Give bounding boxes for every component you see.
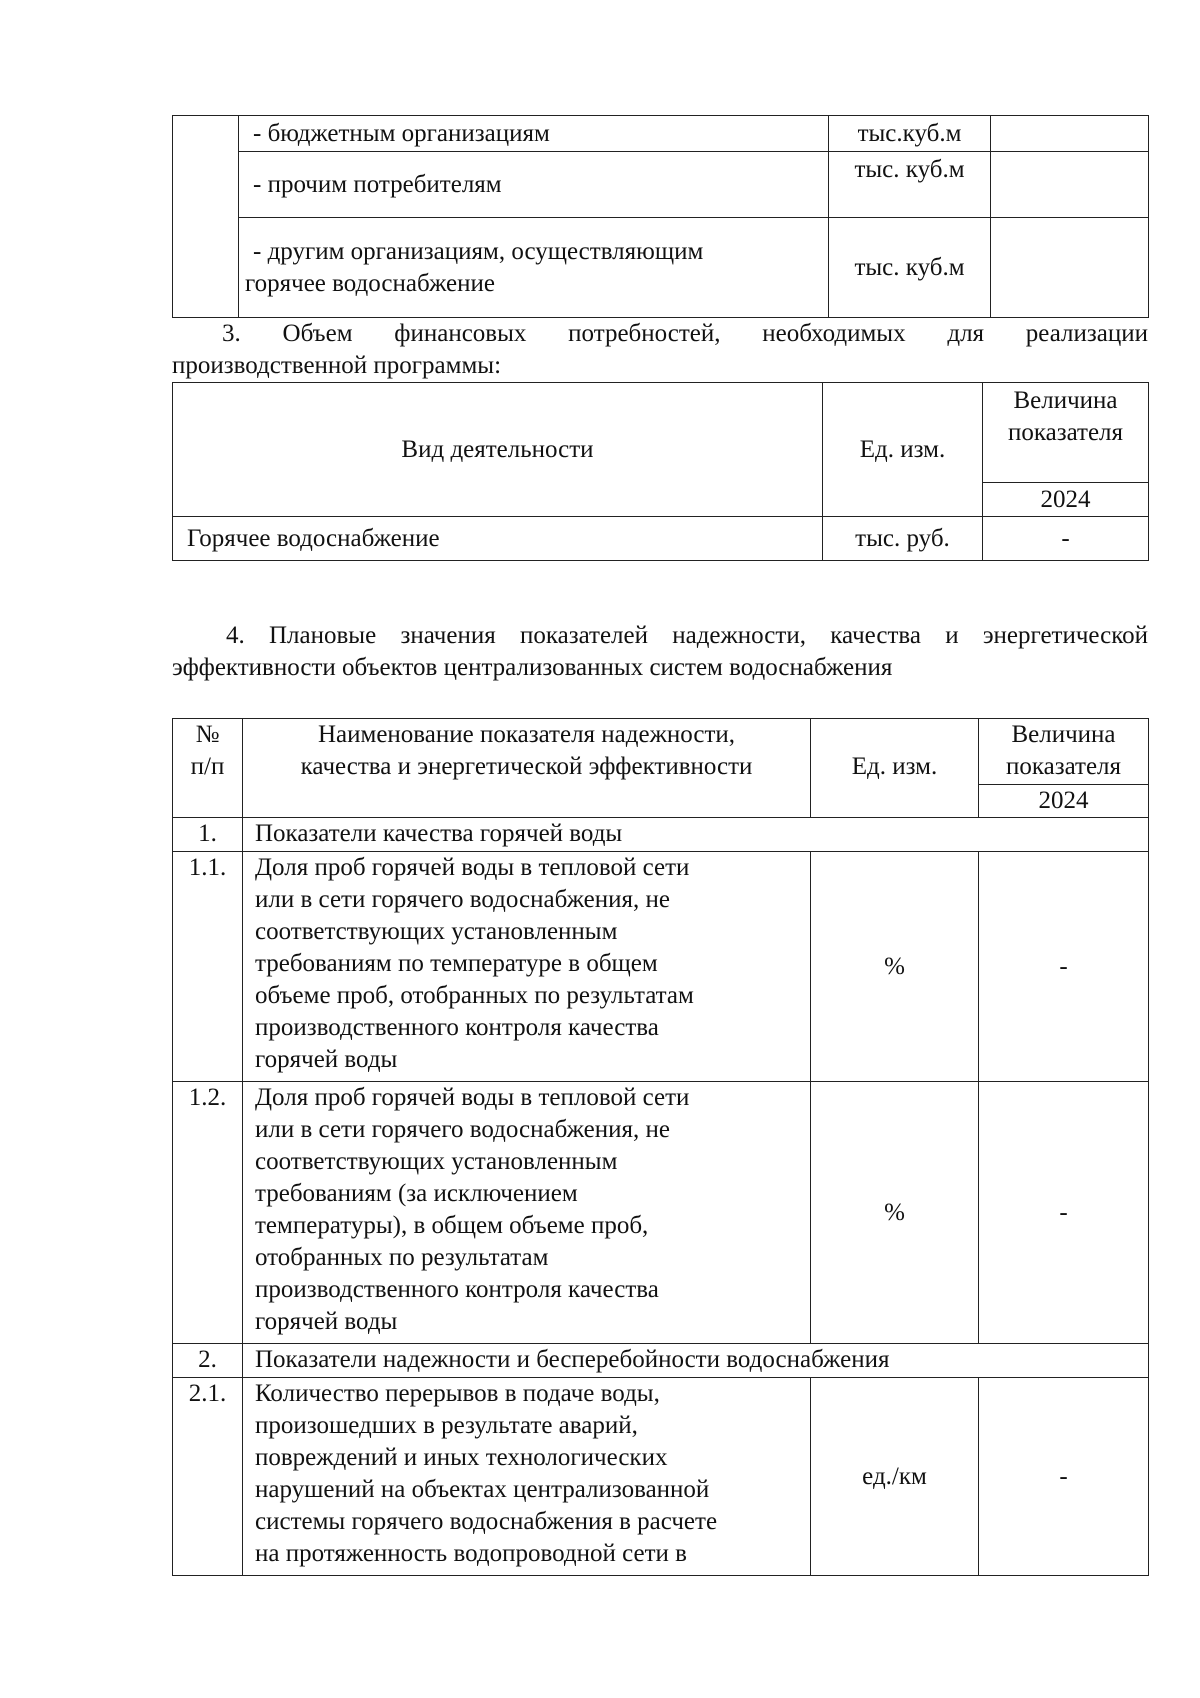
header-name-line2: качества и энергетической эффективности <box>300 753 753 780</box>
header-num-line1: № <box>195 721 220 748</box>
row-name <box>243 1378 811 1576</box>
finance-unit: тыс. руб. <box>823 517 983 561</box>
section3-heading-line1: 3. Объем финансовых потребностей, необходимых для реализации <box>222 320 1148 347</box>
header-value-line2: показателя <box>1007 419 1124 446</box>
row-name-line: соответствующих установленным <box>255 1148 618 1175</box>
row-name-line: повреждений и иных технологических <box>255 1444 668 1471</box>
row-label-other-orgs-line1: - другим организациям, осуществляющим <box>253 237 704 265</box>
row-unit-budget: тыс.куб.м <box>829 116 991 152</box>
header-unit: Ед. изм. <box>811 719 979 818</box>
group-title: Показатели качества горячей воды <box>243 818 1149 852</box>
row-unit: % <box>811 1082 979 1344</box>
row-name-line: или в сети горячего водоснабжения, не <box>255 886 670 913</box>
header-value-line2: показателя <box>1005 753 1122 780</box>
row-name-line: произошедших в результате аварий, <box>255 1412 638 1439</box>
row-name-line: Количество перерывов в подаче воды, <box>255 1380 660 1407</box>
row-unit: ед./км <box>811 1378 979 1576</box>
finance-activity: Горячее водоснабжение <box>173 517 823 561</box>
row-name <box>243 852 811 1082</box>
header-value <box>979 719 1149 785</box>
row-name <box>243 1082 811 1344</box>
header-year: 2024 <box>979 785 1149 818</box>
row-name-line: нарушений на объектах централизованной <box>255 1476 710 1503</box>
row-name-line: соответствующих установленным <box>255 918 618 945</box>
row-label-budget: - бюджетным организациям <box>239 116 829 152</box>
row-name-line: на протяженность водопроводной сети в <box>255 1540 687 1567</box>
indicators-table <box>172 718 1149 1576</box>
row-name-line: Доля проб горячей воды в тепловой сети <box>255 854 690 881</box>
group-title: Показатели надежности и бесперебойности водоснабжения <box>243 1344 1149 1378</box>
header-activity: Вид деятельности <box>173 383 823 517</box>
row-num: 2.1. <box>173 1378 243 1576</box>
row-label-other-orgs-line2: горячее водоснабжение <box>245 269 495 297</box>
row-name-line: производственного контроля качества <box>255 1276 659 1303</box>
group-num: 1. <box>173 818 243 852</box>
row-name-line: горячей воды <box>255 1046 398 1073</box>
row-name-line: требованиям (за исключением <box>255 1180 578 1207</box>
header-value-line1: Величина <box>1011 721 1116 748</box>
row-unit: % <box>811 852 979 1082</box>
merged-blank-cell <box>173 116 239 318</box>
row-name-line: требованиям по температуре в общем <box>255 950 658 977</box>
header-name <box>243 719 811 818</box>
header-num-line2: п/п <box>190 753 225 780</box>
group-num: 2. <box>173 1344 243 1378</box>
consumption-table <box>172 115 1149 318</box>
row-num: 1.1. <box>173 852 243 1082</box>
header-name-line1: Наименование показателя надежности, <box>317 721 736 748</box>
section4-heading-line2: эффективности объектов централизованных систем водоснабжения <box>172 654 893 681</box>
row-name-line: или в сети горячего водоснабжения, не <box>255 1116 670 1143</box>
row-value-other-consumers <box>991 152 1149 218</box>
row-unit-other-consumers: тыс. куб.м <box>829 152 991 218</box>
section4-heading-line1: 4. Плановые значения показателей надежности, качества и энергетической <box>226 622 1148 649</box>
row-name-line: объеме проб, отобранных по результатам <box>255 982 694 1009</box>
header-value-line1: Величина <box>1013 387 1118 414</box>
row-name-line: отобранных по результатам <box>255 1244 549 1271</box>
finance-value: - <box>983 517 1149 561</box>
header-num <box>173 719 243 818</box>
row-value-other-orgs <box>991 218 1149 318</box>
row-value: - <box>979 852 1149 1082</box>
row-name-line: горячей воды <box>255 1308 398 1335</box>
row-num: 1.2. <box>173 1082 243 1344</box>
row-name-line: температуры), в общем объеме проб, <box>255 1212 649 1239</box>
header-value <box>983 383 1149 483</box>
row-value-budget <box>991 116 1149 152</box>
row-label-other-orgs <box>239 218 829 318</box>
row-unit-other-orgs: тыс. куб.м <box>829 218 991 318</box>
finance-table <box>172 382 1149 561</box>
row-name-line: Доля проб горячей воды в тепловой сети <box>255 1084 690 1111</box>
row-value: - <box>979 1378 1149 1576</box>
row-value: - <box>979 1082 1149 1344</box>
section3-heading-line2: производственной программы: <box>172 352 502 379</box>
row-label-other-consumers: - прочим потребителям <box>239 152 829 218</box>
row-name-line: системы горячего водоснабжения в расчете <box>255 1508 718 1535</box>
row-name-line: производственного контроля качества <box>255 1014 659 1041</box>
header-year: 2024 <box>983 483 1149 517</box>
header-unit: Ед. изм. <box>823 383 983 517</box>
